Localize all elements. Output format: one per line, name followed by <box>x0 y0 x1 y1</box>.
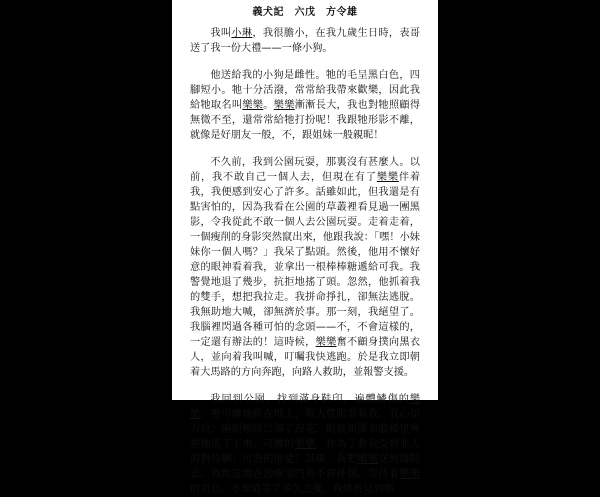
paragraph <box>190 26 420 56</box>
paragraph-text: 漸漸長大，我也對牠照顧得無微不至，還常常給牠打扮呢！我跟牠形影不離，就像是好朋友一般，不，跟姐妹一般親昵！ <box>190 100 421 141</box>
paragraph-text: 伴着我，我便感到安心了許多。話雖如此，但我還是有點害怕的，因為我看在公園的草叢裡看見過一團黑影，令我從此不敢一個人去公園玩耍。走着走着，一個瘦削的身影突然竄出來，他跟我說：「嘿！小妹妹你一個人嗎？」我呆了點頭。然後，他用不懷好意的眼神看着我，並拿出一根棒棒糖遞給可我。我警覺地退了幾步，抗拒地搖了頭。忽然，他抓着我的雙手，想把我拉走。我拼命掙扎，卻無法逃脫。我無助地大喊，卻無濟於事。那一刻，我絕望了。我腦裡閃過各種可怕的念頭——不，不會這樣的，一定還有辦法的！這時候， <box>190 172 421 348</box>
underlined-name: 樂樂 <box>357 454 379 465</box>
underlined-name: 樂樂 <box>273 100 295 111</box>
paragraph-text: 的消息。不知道等了多久之後，我終於見到那 <box>190 484 394 495</box>
underlined-name: 小琳 <box>231 28 253 39</box>
underlined-name: 樂樂 <box>294 439 316 450</box>
paragraph-text: 奮不顧身撲向黑衣人，並向着我叫喊，叮囑我快逃跑。於是我立即朝着大馬路的方向奔跑，向路人救助，並報警支援。 <box>190 337 421 378</box>
paragraph-text: 送到醫院去。我焦急地在治療室門外不停徘徊，等待着 <box>190 454 421 480</box>
underlined-name: 樂樂 <box>242 100 264 111</box>
underlined-name: 樂樂 <box>315 337 337 348</box>
paragraph-text: 。 <box>263 100 274 111</box>
paragraph-text: ，你為了救我受到非人的對待啊！可惡的匪徒！其後，我把 <box>190 439 421 465</box>
paragraph-text: ，我很膽小，在我九歲生日時，表哥送了我一份大禮——一條小狗。 <box>190 28 421 54</box>
paragraph-text: 他送給我的小狗是雌性。牠的毛呈黑白色，四腳短小。牠十分活潑，常常給我帶來歡樂，因此我給牠取名叫 <box>190 70 420 111</box>
underlined-name: 樂樂 <box>399 469 420 480</box>
paragraph-text: 我叫 <box>210 28 232 39</box>
paragraph <box>190 155 420 380</box>
paragraph-text: 不久前，我到公園玩耍，那裏沒有甚麼人。以前，我不敢自己一個人去，但現在有了 <box>190 157 420 183</box>
paragraph-text: 我回到公園，找到滿身鞋印，遍體鱗傷的 <box>210 394 410 405</box>
underlined-name: 樂樂 <box>376 172 399 183</box>
document-title: 義犬記 六戊 方令雄 <box>252 7 358 18</box>
paragraph <box>190 392 420 497</box>
document-page <box>172 0 438 495</box>
paragraph <box>190 68 420 143</box>
paragraph-text: 。牠可憐地趴在地上，瞪大雙眼看着我。我心如刀絞，兩眼頓時泛滿了淚花，眼淚如瀑布般稀里嘩啦地流了下來。可憐的 <box>190 409 420 450</box>
underlined-name: 樂樂 <box>190 394 420 420</box>
document-body <box>190 26 420 497</box>
